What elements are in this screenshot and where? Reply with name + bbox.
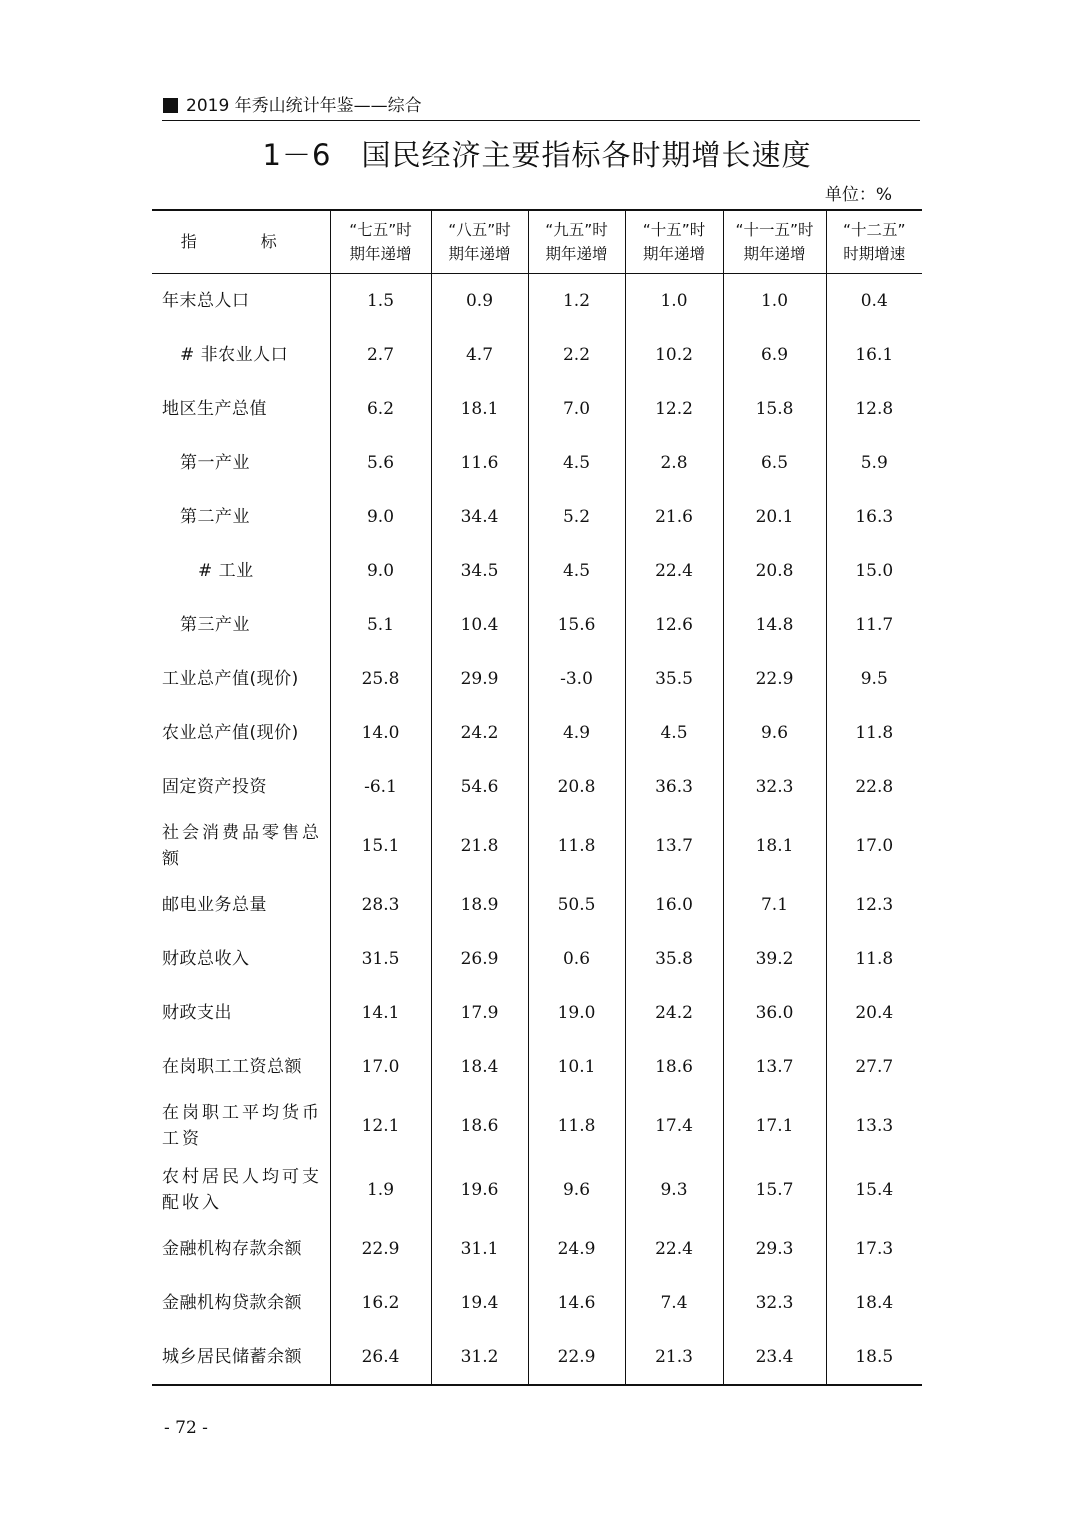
- value-cell: 14.8: [723, 598, 826, 652]
- value-cell: 19.6: [431, 1158, 528, 1222]
- value-cell: 24.9: [528, 1222, 625, 1276]
- table-row: [152, 328, 922, 382]
- value-cell: 17.1: [723, 1094, 826, 1158]
- value-cell: 10.2: [625, 328, 723, 382]
- value-cell: 9.0: [330, 544, 431, 598]
- value-cell: 16.0: [625, 878, 723, 932]
- value-cell: 21.8: [431, 814, 528, 878]
- value-cell: 21.6: [625, 490, 723, 544]
- value-cell: 1.9: [330, 1158, 431, 1222]
- table-row: [152, 544, 922, 598]
- value-cell: 36.0: [723, 986, 826, 1040]
- value-cell: 25.8: [330, 652, 431, 706]
- value-cell: 1.2: [528, 274, 625, 329]
- header-text: 2019 年秀山统计年鉴——综合: [186, 96, 422, 116]
- table-row: [152, 932, 922, 986]
- value-cell: 1.0: [723, 274, 826, 329]
- table-row: [152, 1094, 922, 1158]
- table-row: [152, 814, 922, 878]
- value-cell: 18.5: [826, 1330, 922, 1385]
- value-cell: 18.4: [431, 1040, 528, 1094]
- table-row: [152, 490, 922, 544]
- value-cell: 5.2: [528, 490, 625, 544]
- value-cell: 5.9: [826, 436, 922, 490]
- running-header: [162, 95, 920, 121]
- value-cell: 2.2: [528, 328, 625, 382]
- value-cell: 18.6: [625, 1040, 723, 1094]
- value-cell: 23.4: [723, 1330, 826, 1385]
- value-cell: 6.2: [330, 382, 431, 436]
- value-cell: 9.6: [723, 706, 826, 760]
- row-label: 地区生产总值: [162, 399, 267, 419]
- value-cell: 50.5: [528, 878, 625, 932]
- row-label: 固定资产投资: [162, 777, 267, 797]
- value-cell: 22.4: [625, 1222, 723, 1276]
- value-cell: 10.1: [528, 1040, 625, 1094]
- table-row: [152, 986, 922, 1040]
- value-cell: 4.5: [528, 544, 625, 598]
- value-cell: 18.6: [431, 1094, 528, 1158]
- value-cell: 22.9: [528, 1330, 625, 1385]
- value-cell: 2.7: [330, 328, 431, 382]
- value-cell: 14.0: [330, 706, 431, 760]
- value-cell: 15.0: [826, 544, 922, 598]
- value-cell: 15.1: [330, 814, 431, 878]
- value-cell: 34.4: [431, 490, 528, 544]
- table-row: [152, 1158, 922, 1222]
- value-cell: 39.2: [723, 932, 826, 986]
- page-number: - 72 -: [164, 1418, 208, 1438]
- value-cell: 31.5: [330, 932, 431, 986]
- value-cell: 35.8: [625, 932, 723, 986]
- value-cell: 13.7: [723, 1040, 826, 1094]
- value-cell: 5.6: [330, 436, 431, 490]
- row-label: 工业总产值(现价): [162, 669, 299, 689]
- value-cell: 6.9: [723, 328, 826, 382]
- value-cell: 13.7: [625, 814, 723, 878]
- value-cell: 15.6: [528, 598, 625, 652]
- value-cell: 16.1: [826, 328, 922, 382]
- value-cell: 13.3: [826, 1094, 922, 1158]
- table-row: [152, 652, 922, 706]
- value-cell: 20.8: [723, 544, 826, 598]
- row-label: 农业总产值(现价): [162, 723, 299, 743]
- value-cell: 20.4: [826, 986, 922, 1040]
- value-cell: 31.2: [431, 1330, 528, 1385]
- column-header: “十一五”时 期年递增: [723, 210, 826, 274]
- row-label: 财政支出: [162, 1003, 232, 1023]
- value-cell: 18.1: [431, 382, 528, 436]
- column-header: “九五”时 期年递增: [528, 210, 625, 274]
- value-cell: 0.9: [431, 274, 528, 329]
- column-header: “十五”时 期年递增: [625, 210, 723, 274]
- value-cell: 19.0: [528, 986, 625, 1040]
- value-cell: 18.9: [431, 878, 528, 932]
- value-cell: 22.8: [826, 760, 922, 814]
- value-cell: 15.7: [723, 1158, 826, 1222]
- row-label: 第二产业: [180, 507, 250, 527]
- value-cell: 21.3: [625, 1330, 723, 1385]
- value-cell: 12.1: [330, 1094, 431, 1158]
- value-cell: 7.0: [528, 382, 625, 436]
- value-cell: 22.9: [330, 1222, 431, 1276]
- value-cell: 29.9: [431, 652, 528, 706]
- value-cell: 6.5: [723, 436, 826, 490]
- value-cell: 26.4: [330, 1330, 431, 1385]
- value-cell: 1.5: [330, 274, 431, 329]
- value-cell: 19.4: [431, 1276, 528, 1330]
- row-label: 金融机构存款余额: [162, 1239, 302, 1259]
- value-cell: 34.5: [431, 544, 528, 598]
- value-cell: 11.8: [826, 932, 922, 986]
- value-cell: 11.8: [528, 1094, 625, 1158]
- row-label: 社会消费品零售总额: [162, 823, 322, 869]
- table-row: [152, 274, 922, 329]
- value-cell: 1.0: [625, 274, 723, 329]
- value-cell: 32.3: [723, 760, 826, 814]
- value-cell: 4.5: [625, 706, 723, 760]
- table-row: [152, 1222, 922, 1276]
- column-header: “八五”时 期年递增: [431, 210, 528, 274]
- value-cell: -6.1: [330, 760, 431, 814]
- value-cell: 18.1: [723, 814, 826, 878]
- value-cell: 35.5: [625, 652, 723, 706]
- value-cell: 24.2: [625, 986, 723, 1040]
- value-cell: 22.9: [723, 652, 826, 706]
- value-cell: 12.8: [826, 382, 922, 436]
- value-cell: 20.8: [528, 760, 625, 814]
- value-cell: 0.6: [528, 932, 625, 986]
- table-row: [152, 1040, 922, 1094]
- value-cell: 20.1: [723, 490, 826, 544]
- indicator-table: [152, 209, 922, 1386]
- value-cell: 11.8: [528, 814, 625, 878]
- row-label: # 非农业人口: [180, 345, 289, 365]
- value-cell: -3.0: [528, 652, 625, 706]
- value-cell: 14.1: [330, 986, 431, 1040]
- value-cell: 9.6: [528, 1158, 625, 1222]
- value-cell: 17.4: [625, 1094, 723, 1158]
- value-cell: 14.6: [528, 1276, 625, 1330]
- value-cell: 22.4: [625, 544, 723, 598]
- row-label: 第一产业: [180, 453, 250, 473]
- value-cell: 15.4: [826, 1158, 922, 1222]
- value-cell: 24.2: [431, 706, 528, 760]
- value-cell: 11.7: [826, 598, 922, 652]
- row-label: 邮电业务总量: [162, 895, 267, 915]
- column-header: “七五”时 期年递增: [330, 210, 431, 274]
- value-cell: 12.2: [625, 382, 723, 436]
- value-cell: 16.2: [330, 1276, 431, 1330]
- value-cell: 9.0: [330, 490, 431, 544]
- table-row: [152, 878, 922, 932]
- value-cell: 26.9: [431, 932, 528, 986]
- value-cell: 5.1: [330, 598, 431, 652]
- value-cell: 18.4: [826, 1276, 922, 1330]
- table-row: [152, 706, 922, 760]
- table-row: [152, 436, 922, 490]
- value-cell: 9.3: [625, 1158, 723, 1222]
- value-cell: 31.1: [431, 1222, 528, 1276]
- value-cell: 17.9: [431, 986, 528, 1040]
- table-row: [152, 1276, 922, 1330]
- table-row: [152, 382, 922, 436]
- value-cell: 7.1: [723, 878, 826, 932]
- value-cell: 32.3: [723, 1276, 826, 1330]
- table-title: 1－6 国民经济主要指标各时期增长速度: [262, 138, 812, 172]
- row-label: 第三产业: [180, 615, 250, 635]
- value-cell: 7.4: [625, 1276, 723, 1330]
- header-row: [152, 210, 922, 274]
- value-cell: 17.0: [330, 1040, 431, 1094]
- row-label: 年末总人口: [162, 291, 250, 311]
- value-cell: 4.7: [431, 328, 528, 382]
- value-cell: 4.5: [528, 436, 625, 490]
- value-cell: 29.3: [723, 1222, 826, 1276]
- value-cell: 2.8: [625, 436, 723, 490]
- value-cell: 16.3: [826, 490, 922, 544]
- value-cell: 54.6: [431, 760, 528, 814]
- column-header: “十二五” 时期增速: [826, 210, 922, 274]
- header-square-icon: [163, 98, 178, 113]
- unit-label: 单位：%: [824, 185, 892, 205]
- value-cell: 9.5: [826, 652, 922, 706]
- row-label: 财政总收入: [162, 949, 250, 969]
- table-row: [152, 598, 922, 652]
- value-cell: 11.8: [826, 706, 922, 760]
- row-label: 城乡居民储蓄余额: [152, 1330, 330, 1385]
- table-row: [152, 760, 922, 814]
- value-cell: 4.9: [528, 706, 625, 760]
- row-label: 金融机构贷款余额: [162, 1293, 302, 1313]
- table-row: [152, 1330, 922, 1385]
- row-label: 在岗职工工资总额: [162, 1057, 302, 1077]
- value-cell: 28.3: [330, 878, 431, 932]
- value-cell: 15.8: [723, 382, 826, 436]
- value-cell: 10.4: [431, 598, 528, 652]
- label-column-header: 指 标: [152, 210, 330, 274]
- value-cell: 12.3: [826, 878, 922, 932]
- value-cell: 17.3: [826, 1222, 922, 1276]
- value-cell: 11.6: [431, 436, 528, 490]
- value-cell: 27.7: [826, 1040, 922, 1094]
- row-label: # 工业: [198, 561, 254, 581]
- value-cell: 12.6: [625, 598, 723, 652]
- row-label: 农村居民人均可支配收入: [162, 1167, 322, 1213]
- row-label: 在岗职工平均货币工资: [162, 1103, 322, 1149]
- value-cell: 36.3: [625, 760, 723, 814]
- value-cell: 0.4: [826, 274, 922, 329]
- value-cell: 17.0: [826, 814, 922, 878]
